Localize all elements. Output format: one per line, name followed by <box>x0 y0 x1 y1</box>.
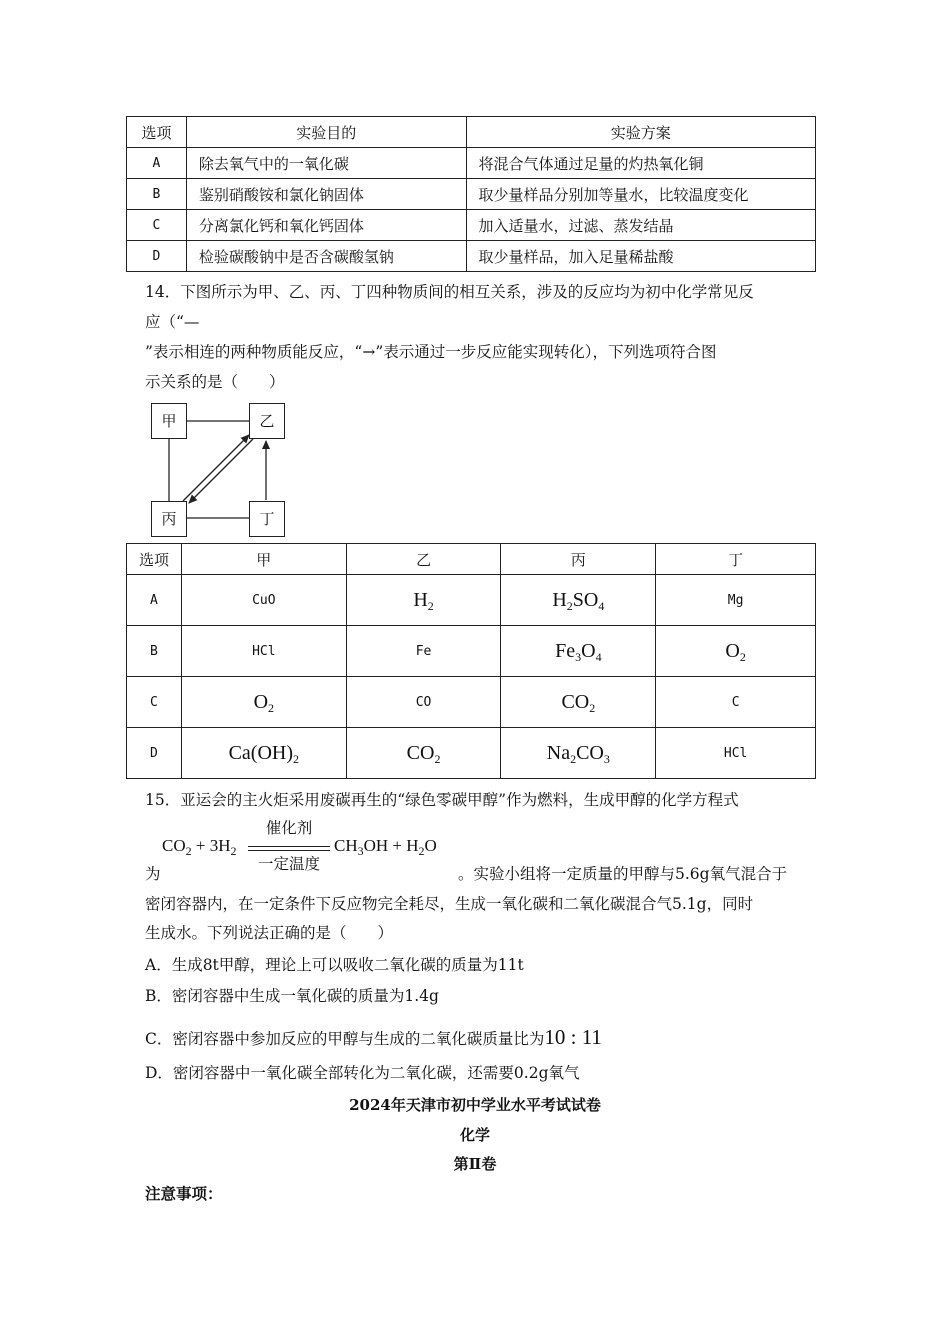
bing-cell <box>501 677 656 728</box>
exam-volume: 第Ⅱ卷 <box>453 1155 497 1173</box>
option-b: B．密闭容器中生成一氧化碳的质量为1.4g <box>145 987 439 1005</box>
table-row <box>127 575 816 626</box>
formula-subscript: 3 <box>357 844 364 858</box>
bing-cell <box>501 575 656 626</box>
q14-line-2: 应（“— <box>145 313 200 331</box>
yi-cell <box>346 575 501 626</box>
formula-part: H <box>552 588 567 611</box>
header-cell: 选项 <box>127 117 187 148</box>
plan-cell: 将混合气体通过足量的灼热氧化铜 <box>466 148 816 179</box>
formula-subscript: 3 <box>603 751 610 766</box>
formula-part: CO <box>576 741 604 764</box>
node-yi: 乙 <box>249 403 285 439</box>
experiment-table <box>126 116 816 272</box>
formula-subscript: 2 <box>185 844 192 858</box>
equation-left <box>162 836 237 856</box>
formula-subscript: 3 <box>575 649 582 664</box>
formula-subscript: 4 <box>595 649 602 664</box>
relation-diagram <box>145 395 305 540</box>
jia-cell <box>181 728 346 779</box>
purpose-cell: 鉴别硝酸铵和氯化钠固体 <box>186 179 466 210</box>
formula-part: OH + H <box>363 836 419 855</box>
ding-cell: C <box>656 677 816 728</box>
jia-cell: CuO <box>181 575 346 626</box>
q15-line-3: 密闭容器内，在一定条件下反应物完全耗尽，生成一氧化碳和二氧化碳混合气5.1g，同时 <box>145 895 754 913</box>
option-c <box>145 1025 602 1050</box>
formula-part: O <box>725 639 740 662</box>
formula-part: CO <box>162 836 186 855</box>
equation-right <box>334 836 437 856</box>
arrow-bing-yi <box>183 435 249 501</box>
header-cell: 甲 <box>181 544 346 575</box>
option-cell: D <box>127 728 182 779</box>
table-row <box>127 148 816 179</box>
formula-part: + 3H <box>191 836 231 855</box>
equation-bar <box>248 850 330 851</box>
arrow-yi-bing <box>189 439 253 503</box>
formula-subscript: 4 <box>598 598 605 613</box>
formula-subscript: 2 <box>427 598 434 613</box>
formula-part: O <box>581 639 596 662</box>
q14-line-3: ”表示相连的两种物质能反应，“→”表示通过一步反应能实现转化），下列选项符合图 <box>145 343 717 361</box>
q15-wei: 为 <box>145 865 161 883</box>
ding-cell: HCl <box>656 728 816 779</box>
plan-cell: 取少量样品，加入足量稀盐酸 <box>466 241 816 272</box>
formula-part: CO <box>406 741 435 764</box>
option-cell: A <box>127 575 182 626</box>
table-row <box>127 210 816 241</box>
header-cell: 丙 <box>501 544 656 575</box>
header-cell: 丁 <box>656 544 816 575</box>
ding-cell <box>656 626 816 677</box>
option-c-ratio: 10 : 11 <box>544 1025 602 1049</box>
header-cell: 实验方案 <box>466 117 816 148</box>
option-cell: B <box>127 179 187 210</box>
table-row <box>127 728 816 779</box>
option-cell: C <box>127 677 182 728</box>
option-cell: C <box>127 210 187 241</box>
formula-subscript: 2 <box>268 700 275 715</box>
formula-part: O <box>253 690 269 713</box>
table-row <box>127 179 816 210</box>
header-cell: 选项 <box>127 544 182 575</box>
header-cell: 实验目的 <box>186 117 466 148</box>
formula-part: CH <box>334 836 358 855</box>
options-table <box>126 543 816 779</box>
formula-subscript: 2 <box>566 598 573 613</box>
option-a: A．生成8t甲醇，理论上可以吸收二氧化碳的质量为11t <box>145 956 524 974</box>
option-cell: B <box>127 626 182 677</box>
formula-part: Fe <box>555 639 576 662</box>
q15-line-1: 15．亚运会的主火炬采用废碳再生的“绿色零碳甲醇”作为燃料，生成甲醇的化学方程式 <box>145 791 739 809</box>
formula-subscript: 2 <box>293 751 300 766</box>
bing-cell <box>501 728 656 779</box>
formula-subscript: 2 <box>739 649 746 664</box>
formula-part: H <box>413 588 428 611</box>
ding-cell: Mg <box>656 575 816 626</box>
formula-subscript: 2 <box>418 844 425 858</box>
purpose-cell: 除去氧气中的一氧化碳 <box>186 148 466 179</box>
jia-cell: HCl <box>181 626 346 677</box>
header-cell: 乙 <box>346 544 501 575</box>
plan-cell: 加入适量水，过滤、蒸发结晶 <box>466 210 816 241</box>
formula-subscript: 2 <box>570 751 577 766</box>
q14-line-4: 示关系的是（ ） <box>145 373 285 391</box>
table-row <box>127 626 816 677</box>
exam-title: 2024年天津市初中学业水平考试试卷 <box>349 1096 601 1114</box>
purpose-cell: 分离氯化钙和氧化钙固体 <box>186 210 466 241</box>
bing-cell <box>501 626 656 677</box>
purpose-cell: 检验碳酸钠中是否含碳酸氢钠 <box>186 241 466 272</box>
q15-line-2-tail: 。实验小组将一定质量的甲醇与5.6g氧气混合于 <box>458 865 788 883</box>
table-row <box>127 241 816 272</box>
formula-subscript: 2 <box>589 700 596 715</box>
table-header-row <box>127 544 816 575</box>
option-d: D．密闭容器中一氧化碳全部转化为二氧化碳，还需要0.2g氧气 <box>145 1064 580 1082</box>
node-jia: 甲 <box>151 403 187 439</box>
equation-condition-bottom: 一定温度 <box>257 856 320 873</box>
yi-cell: CO <box>346 677 501 728</box>
node-bing: 丙 <box>151 501 187 537</box>
formula-part: O <box>424 836 437 855</box>
node-ding: 丁 <box>249 501 285 537</box>
q15-line-4: 生成水。下列说法正确的是（ ） <box>145 924 394 942</box>
formula-subscript: 2 <box>434 751 441 766</box>
exam-subject: 化学 <box>459 1126 490 1144</box>
table-header-row <box>127 117 816 148</box>
option-c-text: C．密闭容器中参加反应的甲醇与生成的二氧化碳质量比为 <box>145 1030 545 1048</box>
formula-part: SO <box>572 588 599 611</box>
yi-cell <box>346 728 501 779</box>
plan-cell: 取少量样品分别加等量水，比较温度变化 <box>466 179 816 210</box>
equation-bar <box>248 846 330 847</box>
option-cell: A <box>127 148 187 179</box>
jia-cell <box>181 677 346 728</box>
notes-heading: 注意事项： <box>145 1184 223 1203</box>
chemical-equation <box>162 822 452 874</box>
equation-condition-top: 催化剂 <box>265 820 313 837</box>
formula-subscript: 2 <box>230 844 237 858</box>
formula-part: Na <box>546 741 571 764</box>
formula-part: Ca(OH) <box>228 741 294 764</box>
option-cell: D <box>127 241 187 272</box>
formula-part: CO <box>561 690 590 713</box>
q14-line-1: 14．下图所示为甲、乙、丙、丁四种物质间的相互关系，涉及的反应均为初中化学常见反 <box>145 283 754 301</box>
yi-cell: Fe <box>346 626 501 677</box>
table-row <box>127 677 816 728</box>
